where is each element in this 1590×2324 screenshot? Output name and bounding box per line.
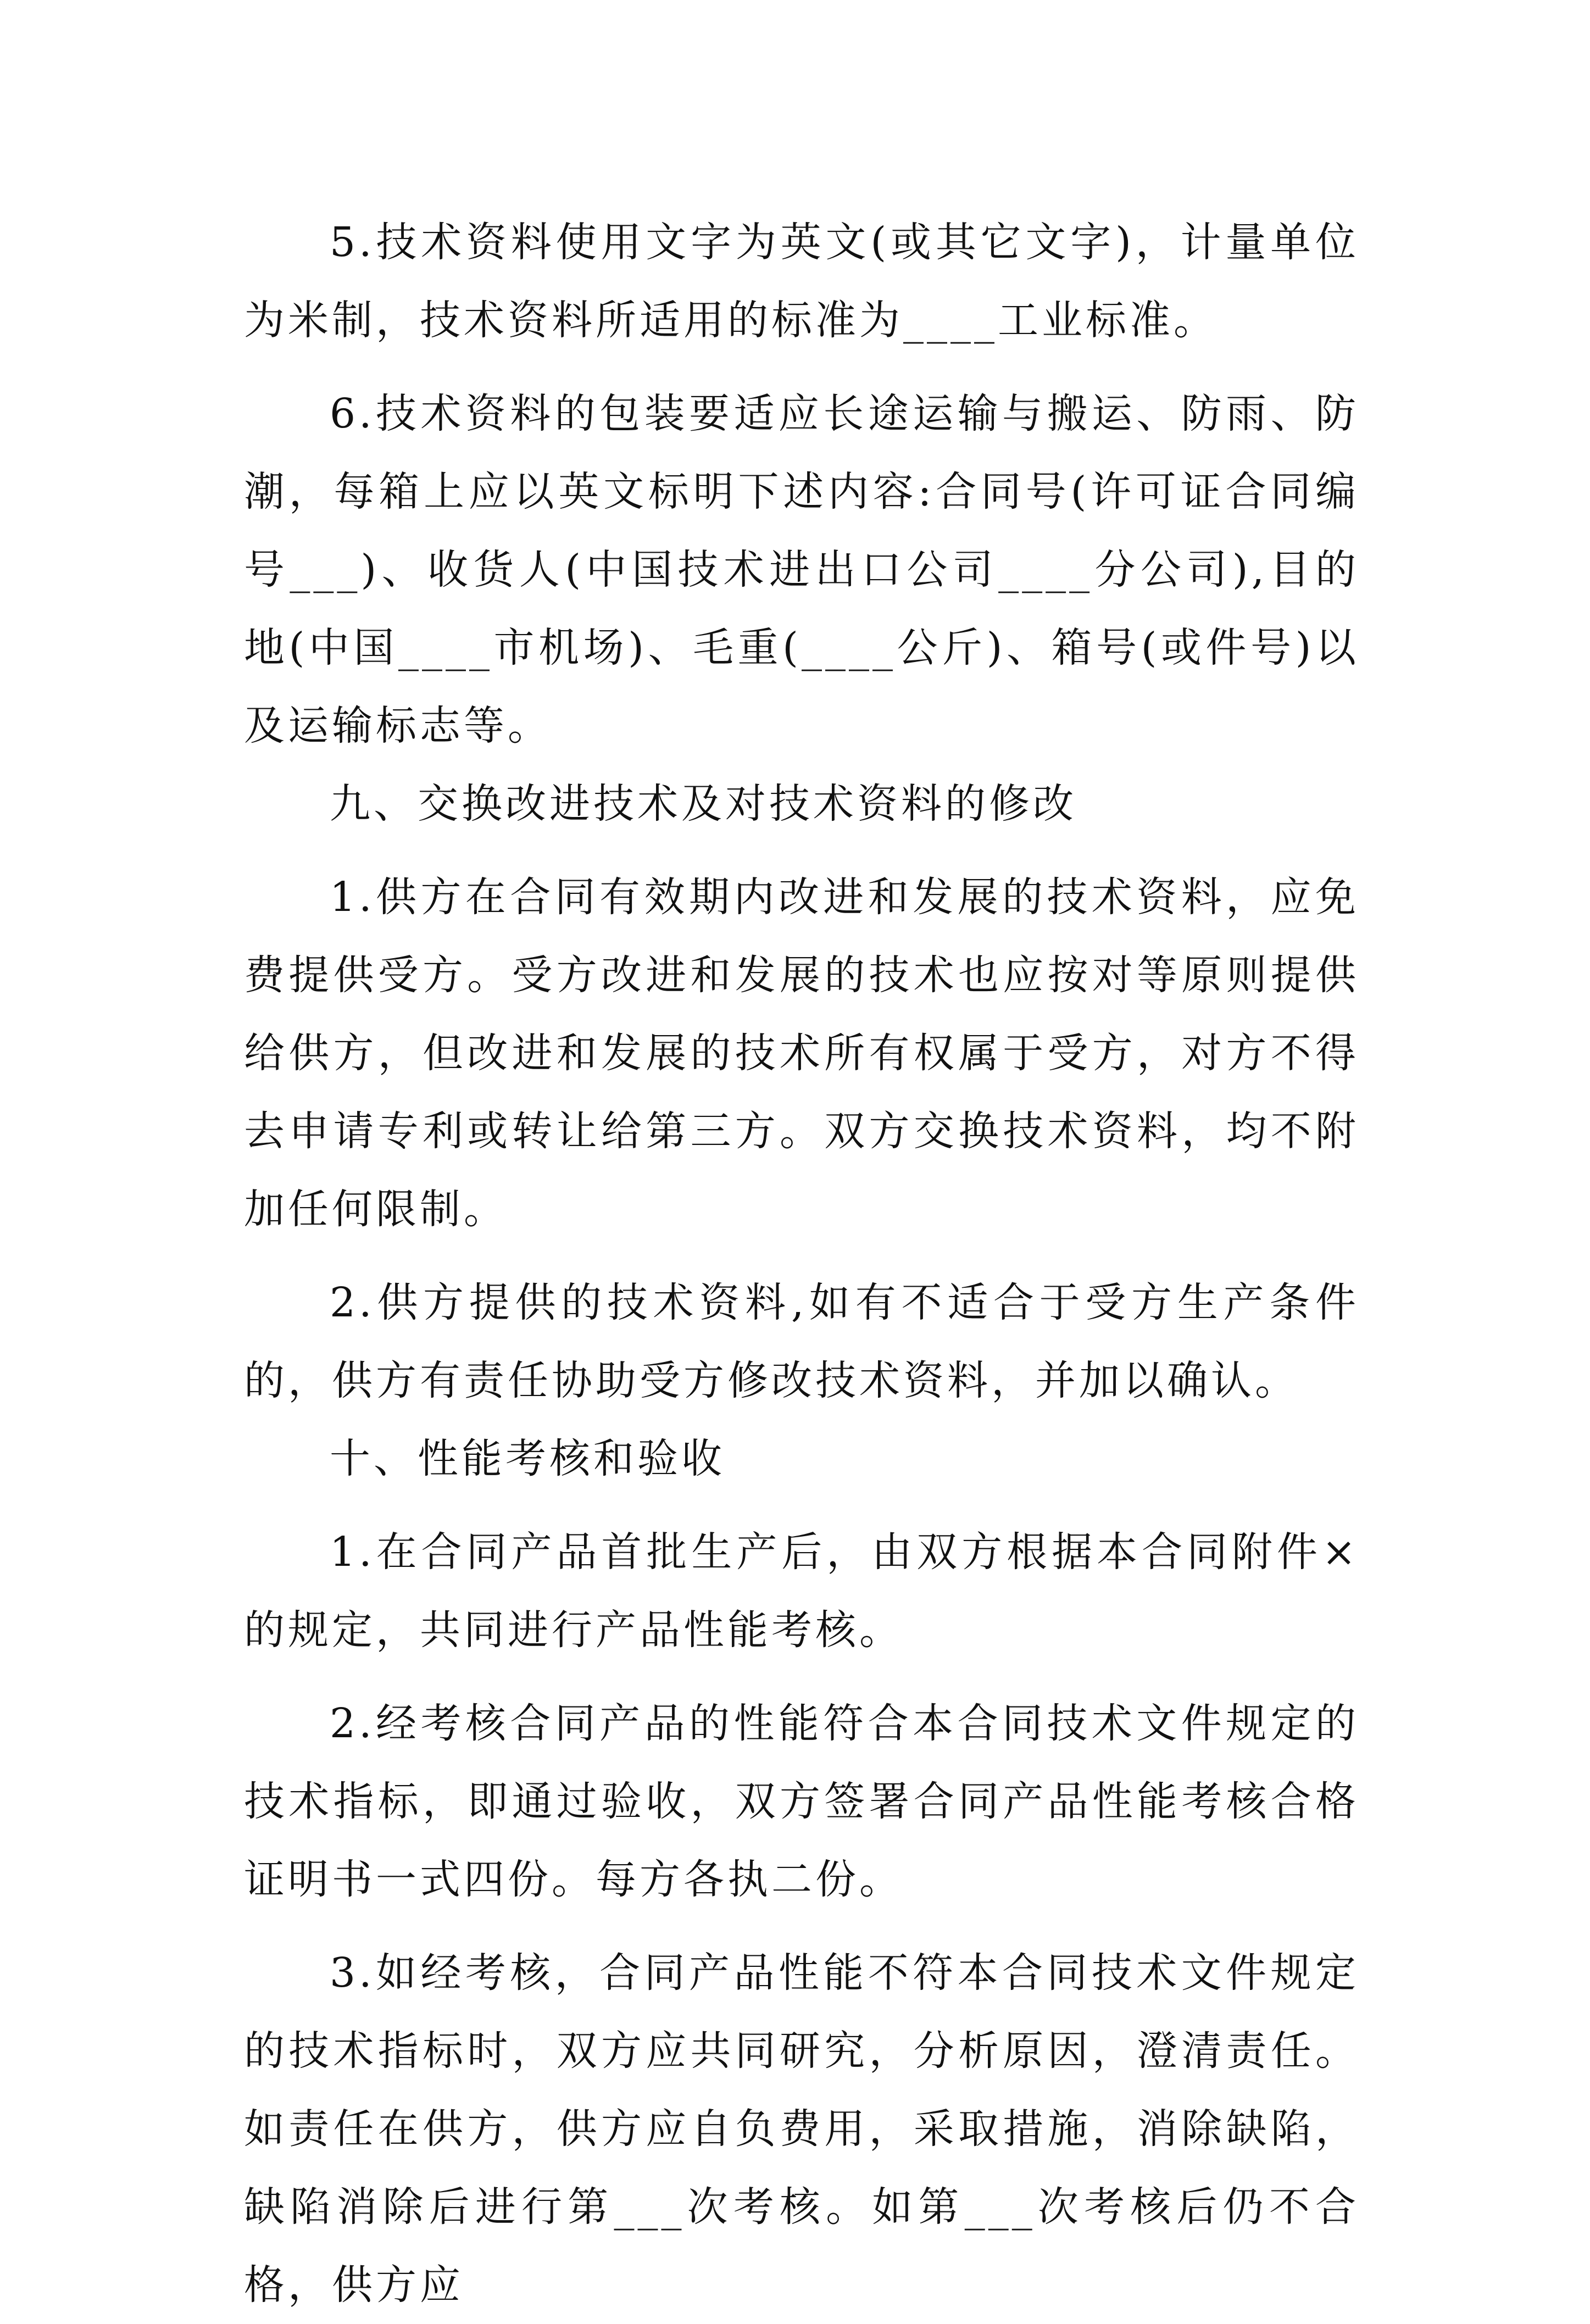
section-heading-ten: 十、性能考核和验收 [330,1435,725,1482]
paragraph-acceptance: 2.经考核合同产品的性能符合本合同技术文件规定的技术指标，即通过验收，双方签署合同产品性能考核合格证明书一式四份。每方各执二份。 [244,1700,1359,1903]
paragraph-failed-test: 3.如经考核，合同产品性能不符本合同技术文件规定的技术指标时，双方应共同研究，分析原因，澄清责任。如责任在供方，供方应自负费用，采取措施，消除缺陷，缺陷消除后进行第___次考核。如第___次考核后仍不合格，供方应 [244,1949,1359,2309]
paragraph-improvement-exchange: 1.供方在合同有效期内改进和发展的技术资料，应免费提供受方。受方改进和发展的技术也应按对等原则提供给供方，但改进和发展的技术所有权属于受方，对方不得去申请专利或转让给第三方。双方交换技术资料，均不附加任何限制。 [244,874,1359,1233]
paragraph-spacer [244,1919,1359,1934]
paragraph-tech-docs-language: 5.技术资料使用文字为英文(或其它文字)，计量单位为米制，技术资料所适用的标准为____工业标准。 [244,219,1359,344]
document-body [244,203,1359,2324]
paragraph-spacer [244,1248,1359,1264]
paragraph-spacer [244,359,1359,375]
paragraph-spacer [244,1498,1359,1513]
paragraph-docs-modification: 2.供方提供的技术资料,如有不适合于受方生产条件的，供方有责任协助受方修改技术资料，并加以确认。 [244,1279,1359,1404]
paragraph-spacer [244,1669,1359,1684]
section-heading-nine: 九、交换改进技术及对技术资料的修改 [330,780,1077,827]
paragraph-performance-test: 1.在合同产品首批生产后，由双方根据本合同附件×的规定，共同进行产品性能考核。 [244,1528,1359,1654]
paragraph-tech-docs-packaging: 6.技术资料的包装要适应长途运输与搬运、防雨、防潮，每箱上应以英文标明下述内容:合同号(许可证合同编号___)、收货人(中国技术进出口公司____分公司),目的地(中国____市机场)、毛重(____公斤)、箱号(或件号)以及运输标志等。 [244,390,1359,749]
paragraph-spacer [244,843,1359,858]
